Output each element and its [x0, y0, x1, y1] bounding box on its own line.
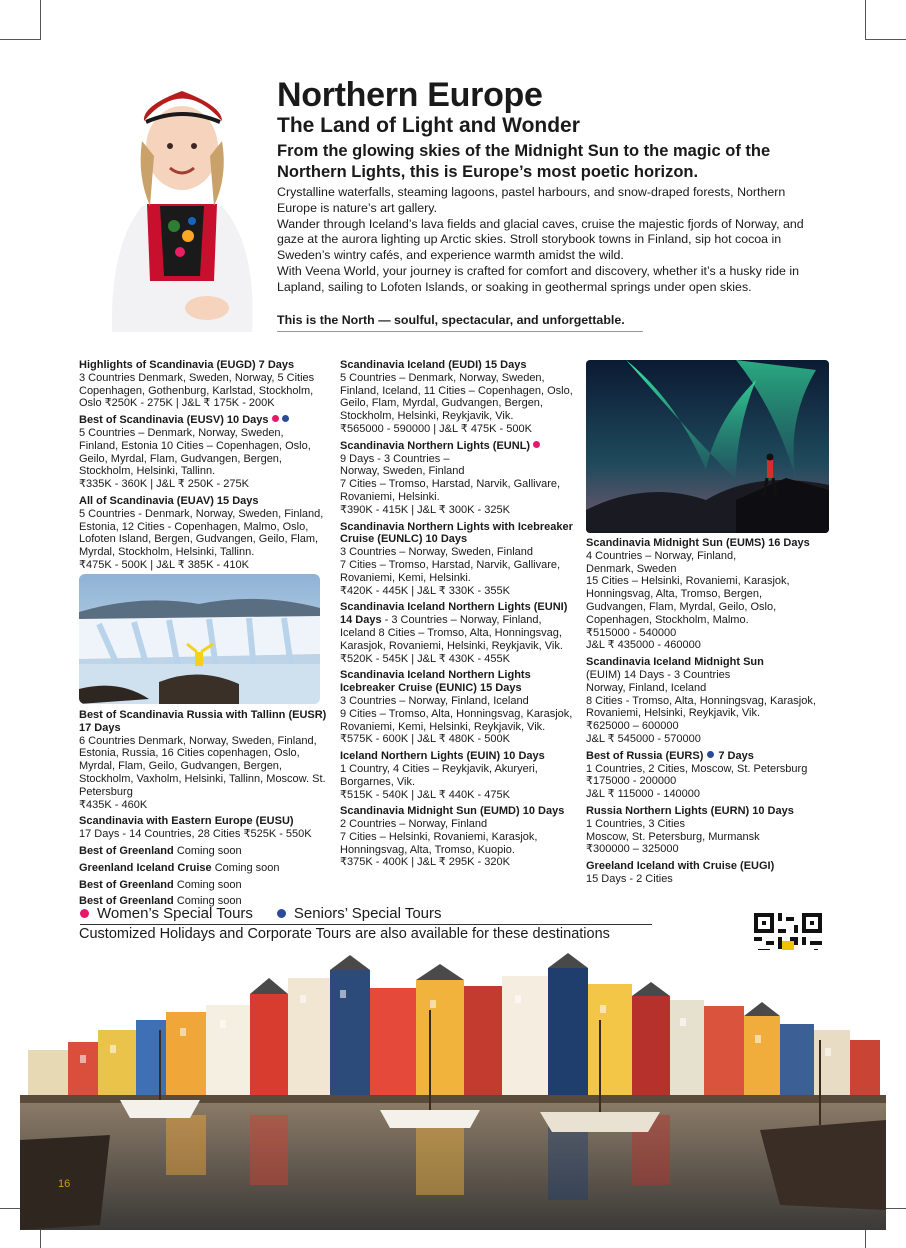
tour-details: 9 Cities – Tromso, Alta, Honningsvag, Karasjok, Rovaniemi, Kemi, Helsinki, Reykjavik, Vik.	[340, 707, 573, 733]
lead-paragraph: From the glowing skies of the Midnight Sun to the magic of the Northern Lights, this is Europe’s most poetic horizon.	[277, 142, 771, 181]
tour-details: 5 Countries - Denmark, Norway, Sweden, Finland, Estonia, 12 Cities - Copenhagen, Malmo, Oslo, Lofoten Island, Bergen, Gudvangen, Geilo, Flam, Myrdal, Stockholm, Helsinki, Tallinn.	[79, 507, 324, 559]
tour-item[interactable]	[79, 359, 324, 410]
tour-item[interactable]	[79, 414, 324, 491]
tour-column-1-continued	[79, 709, 327, 912]
tour-details: 15 Cities – Helsinki, Rovaniemi, Karasjok, Honningsvag, Alta, Tromso, Bergen, Gudvangen, Flam, Myrdal, Geilo, Oslo, Copenhagen, Stockholm, Malmo.	[586, 575, 790, 626]
tour-name: Highlights of Scandinavia (EUGD) 7 Days	[79, 359, 295, 371]
tour-price: ₹300000 – 325000	[586, 843, 679, 856]
tour-details: 1 Countries, 2 Cities, Moscow, St. Petersburg	[586, 762, 808, 775]
page-number: 16	[58, 1178, 71, 1190]
tour-details: (EUIM) 14 Days - 3 Countries	[586, 668, 731, 681]
tour-price: ₹515K - 540K | J&L ₹ 440K - 475K	[340, 788, 510, 801]
tour-name: Scandinavia Midnight Sun (EUMS) 16 Days	[586, 537, 810, 549]
coming-soon-item[interactable]	[79, 845, 327, 858]
tour-price: ₹565000 - 590000 | J&L ₹ 475K - 500K	[340, 422, 532, 435]
tour-duration: 7 Days	[718, 749, 754, 762]
northern-lights-photo	[586, 360, 829, 533]
tour-details: 3 Countries Denmark, Sweden, Norway, 5 Cities Copenhagen, Gothenburg, Karlstad, Stockholm, Oslo ₹250K - 275K | J&L ₹ 175K - 200K	[79, 371, 315, 410]
tour-name: Best of Greenland	[79, 895, 174, 908]
tour-item[interactable]	[340, 359, 580, 436]
tour-details: 15 Days - 2 Cities	[586, 872, 673, 885]
legend-women: Women’s Special Tours	[97, 905, 253, 922]
tour-price: ₹435K - 460K	[79, 798, 148, 811]
tour-status: Coming soon	[176, 844, 242, 857]
tour-name: Best of Greenland	[79, 844, 174, 857]
tour-item[interactable]	[340, 805, 580, 869]
tour-details: - 3 Countries – Norway, Finland, Iceland 8 Cities – Tromso, Alta, Honningsvag, Karasjok, Rovaniemi, Helsinki, Reykjavik, Vik.	[340, 614, 563, 652]
colorful-harbour-panorama-photo	[20, 950, 886, 1230]
tour-price: ₹520K - 545K | J&L ₹ 430K - 455K	[340, 652, 510, 665]
tour-details: 1 Country, 4 Cities – Reykjavik, Akuryeri, Borgarnes, Vik.	[340, 762, 538, 788]
tour-item[interactable]	[79, 709, 327, 811]
tour-price: ₹625000 – 600000	[586, 720, 679, 733]
crop-mark	[866, 39, 906, 40]
tour-details: Norway, Sweden, Finland	[340, 465, 465, 478]
tour-price: ₹335K - 360K | J&L ₹ 250K - 275K	[79, 478, 249, 491]
tour-price: ₹175000 - 200000	[586, 775, 677, 788]
tour-item[interactable]	[586, 537, 816, 652]
tour-status: Coming soon	[176, 895, 242, 908]
tour-details: 1 Countries, 3 Cities	[586, 817, 686, 830]
seniors-tour-dot-icon	[282, 415, 289, 422]
tour-price: ₹475K - 500K | J&L ₹ 385K - 410K	[79, 558, 249, 571]
tour-column-2	[340, 359, 580, 873]
tour-name: Scandinavia Northern Lights (EUNL)	[340, 439, 531, 452]
tour-name: Best of Scandinavia (EUSV) 10 Days	[79, 414, 269, 427]
tour-details: Denmark, Sweden	[586, 562, 677, 575]
tour-item[interactable]	[586, 805, 816, 856]
tour-status: Coming soon	[176, 878, 242, 891]
blue-dot-icon	[277, 909, 286, 918]
tour-details: 8 Cities - Tromso, Alta, Honningsvag, Karasjok, Rovaniemi, Helsinki, Reykjavik, Vik.	[586, 694, 816, 720]
tour-column-3	[586, 537, 816, 890]
tour-name: Greenland Iceland Cruise	[79, 861, 212, 874]
tour-price: J&L ₹ 435000 - 460000	[586, 639, 701, 652]
tour-details: 2 Countries – Norway, Finland	[340, 818, 488, 831]
tour-item[interactable]	[340, 440, 580, 517]
tour-name: Greeland Iceland with Cruise (EUGI)	[586, 860, 775, 873]
tour-price: J&L ₹ 115000 - 140000	[586, 788, 701, 801]
pink-dot-icon	[80, 909, 89, 918]
crop-mark	[865, 0, 866, 40]
intro-paragraph: With Veena World, your journey is crafted for comfort and discovery, whether it’s a husky ride in Lapland, sailing to Lofoten Islands, or soaking in geothermal springs under open skies.	[277, 263, 800, 294]
tour-price: ₹390K - 415K | J&L ₹ 300K - 325K	[340, 503, 510, 516]
intro-text	[277, 185, 817, 296]
tour-price: ₹375K - 400K | J&L ₹ 295K - 320K	[340, 856, 510, 869]
customized-holidays-note: Customized Holidays and Corporate Tours are also available for these destinations	[79, 926, 610, 942]
tour-name: Scandinavia Northern Lights with Icebreaker Cruise (EUNLC) 10 Days	[340, 520, 573, 546]
tour-name: Scandinavia Iceland (EUDI) 15 Days	[340, 359, 527, 371]
tour-details: 5 Countries – Denmark, Norway, Sweden, Finland, Estonia 10 Cities – Copenhagen, Oslo, Geilo, Myrdal, Flam, Gudvangen, Bergen, Stockholm, Helsinki, Tallinn.	[79, 426, 311, 478]
crop-mark	[0, 39, 40, 40]
tour-item[interactable]	[586, 860, 816, 886]
tour-name: Scandinavia Midnight Sun (EUMD) 10 Days	[340, 805, 565, 818]
tour-details: 6 Countries Denmark, Norway, Sweden, Finland, Estonia, Russia, 16 Cities copenhagen, Oslo, Myrdal, Flam, Geilo, Gudvangen, Bergen, Stockholm, Vaxholm, Helsinki, Tallinn, Moscow. St. Petersburg	[79, 734, 326, 798]
tour-name: Russia Northern Lights (EURN) 10 Days	[586, 804, 794, 817]
tour-name: Scandinavia Iceland Midnight Sun	[586, 656, 764, 669]
coming-soon-item[interactable]	[79, 879, 327, 892]
tour-price: J&L ₹ 545000 - 570000	[586, 732, 701, 745]
tour-details: 3 Countries – Norway, Finland, Iceland	[340, 694, 529, 707]
intro-paragraph: Wander through Iceland’s lava fields and glacial caves, cruise the majestic fjords of Norway, and gaze at the aurora lighting up Arctic skies. Stroll storybook towns in Finland, sip hot cocoa in Sweden’s wintry cafés, and experience warmth amidst the wild.	[277, 216, 804, 263]
page-title: Northern Europe	[277, 76, 543, 114]
tour-name: Best of Russia (EURS)	[586, 749, 704, 762]
tour-name: Scandinavia Iceland Northern Lights (EUNI) 14 Days	[340, 601, 568, 627]
tour-item[interactable]	[79, 495, 324, 572]
tour-item[interactable]	[79, 815, 327, 841]
tour-column-1	[79, 359, 324, 576]
divider	[277, 331, 643, 332]
tour-details: 7 Cities – Tromso, Harstad, Narvik, Gallivare, Rovaniemi, Helsinki.	[340, 478, 561, 503]
tour-name: Iceland Northern Lights (EUIN) 10 Days	[340, 750, 545, 763]
coming-soon-item[interactable]	[79, 862, 327, 875]
tour-price: ₹575K - 600K | J&L ₹ 480K - 500K	[340, 733, 510, 746]
tour-name: Best of Scandinavia Russia with Tallinn (EUSR) 17 Days	[79, 709, 327, 734]
seniors-tour-dot-icon	[707, 751, 714, 758]
tour-price: ₹515000 - 540000	[586, 626, 677, 639]
legend-seniors: Seniors’ Special Tours	[293, 905, 442, 922]
tour-price: ₹420K - 445K | J&L ₹ 330K - 355K	[340, 584, 510, 597]
tour-details: Moscow, St. Petersburg, Murmansk	[586, 830, 760, 843]
tour-status: Coming soon	[214, 861, 280, 874]
tour-details: 17 Days - 14 Countries, 28 Cities ₹525K - 550K	[79, 828, 312, 841]
intro-paragraph: Crystalline waterfalls, steaming lagoons, pastel harbours, and snow-draped forests, Northern Europe is nature’s art gallery.	[277, 185, 786, 215]
tour-item[interactable]	[340, 669, 580, 746]
girl-in-costume-photo	[102, 76, 264, 332]
tour-item[interactable]	[586, 656, 816, 746]
tour-details: Norway, Finland, Iceland	[586, 681, 707, 694]
tour-item[interactable]	[340, 750, 580, 801]
tour-name: All of Scandinavia (EUAV) 15 Days	[79, 494, 259, 507]
closing-line: This is the North — soulful, spectacular, and unforgettable.	[277, 313, 625, 327]
tour-name: Scandinavia with Eastern Europe (EUSU)	[79, 815, 294, 828]
tour-details: 7 Cities – Helsinki, Rovaniemi, Karasjok, Honningsvag, Alta, Tromso, Kuopio.	[340, 830, 538, 856]
tour-item[interactable]	[586, 750, 816, 801]
legend	[80, 905, 442, 922]
tour-details: 7 Cities – Tromso, Harstad, Narvik, Gallivare, Rovaniemi, Kemi, Helsinki.	[340, 558, 561, 584]
frozen-waterfall-photo	[79, 574, 320, 704]
tour-details: 4 Countries – Norway, Finland,	[586, 549, 737, 562]
tour-details: 3 Countries – Norway, Sweden, Finland	[340, 546, 534, 559]
page-subtitle: The Land of Light and Wonder	[277, 114, 580, 137]
crop-mark	[40, 0, 41, 40]
tour-details: 5 Countries – Denmark, Norway, Sweden, Finland, Iceland, 11 Cities – Copenhagen, Oslo, Geilo, Flam, Myrdal, Gudvangen, Bergen, Stockholm, Helsinki, Reykjavik, Vik.	[340, 371, 573, 423]
womens-tour-dot-icon	[533, 441, 540, 448]
tour-item[interactable]	[340, 601, 580, 665]
tour-item[interactable]	[340, 521, 580, 598]
tour-name: Scandinavia Iceland Northern Lights Icebreaker Cruise (EUNIC) 15 Days	[340, 669, 531, 695]
tour-details: 9 Days - 3 Countries –	[340, 452, 450, 465]
divider	[80, 924, 652, 925]
womens-tour-dot-icon	[272, 415, 279, 422]
tour-name: Best of Greenland	[79, 878, 174, 891]
